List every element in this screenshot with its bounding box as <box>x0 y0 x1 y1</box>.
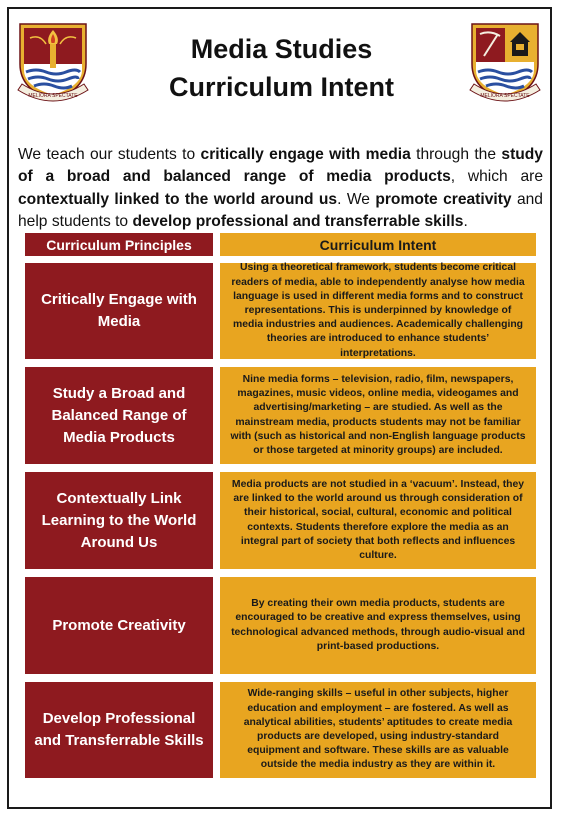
intro-emphasis: promote creativity <box>375 190 512 208</box>
intent-cell: Nine media forms – television, radio, film, newspapers, magazines, music videos, online media, videogames and advertising/marketing – are studied. As well as the mainstream media, products students may not be familiar with (such as historical and non-English language products or those targeted at minority groups) are included. <box>220 367 536 464</box>
intro-emphasis: contextually linked to the world around us <box>18 190 338 208</box>
intro-text: through the <box>410 145 502 163</box>
intro-emphasis: critically engage with media <box>200 145 411 163</box>
table-row <box>25 263 536 359</box>
table-row <box>25 682 536 778</box>
intent-cell: Wide-ranging skills – useful in other subjects, higher education and employment – are fostered. As well as analytical abilities, students’ aptitudes to create media products are developed, using industry-standard equipment and software. These skills are as valuable outside the media industry as they are within it. <box>220 682 536 778</box>
intro-text: . We <box>337 190 376 208</box>
header-curriculum-intent: Curriculum Intent <box>220 233 536 256</box>
svg-text:MELIORA SPECTATE: MELIORA SPECTATE <box>480 93 530 99</box>
intro-text: . <box>463 213 468 231</box>
table-row <box>25 367 536 464</box>
school-crest-torch-icon <box>16 20 90 104</box>
school-crest-pickaxe-icon <box>468 20 542 104</box>
title-line-1: Media Studies <box>190 34 373 64</box>
principle-cell: Contextually Link Learning to the World Around Us <box>25 472 213 569</box>
principle-cell: Promote Creativity <box>25 577 213 674</box>
principle-cell: Study a Broad and Balanced Range of Media Products <box>25 367 213 464</box>
intro-paragraph <box>18 144 543 234</box>
intro-text: and help students to <box>18 190 543 231</box>
page-title <box>100 30 463 106</box>
table-row <box>25 577 536 674</box>
table-row <box>25 472 536 569</box>
title-line-2: Curriculum Intent <box>168 72 394 102</box>
header-curriculum-principles: Curriculum Principles <box>25 233 213 256</box>
intent-cell: Using a theoretical framework, students become critical readers of media, able to independently analyse how media language is used in different media forms and to construct representations. This is underpinned by knowledge of media industries and audiences. Academically challenging theories are introduced to enhance students’ interpretations. <box>220 263 536 359</box>
intent-cell: Media products are not studied in a ‘vacuum’. Instead, they are linked to the world around us through consideration of their historical, social, cultural, economic and political contexts. Students therefore explore the media as an integral part of society that both reflects and influences culture. <box>220 472 536 569</box>
svg-text:MELIORA SPECTATE: MELIORA SPECTATE <box>28 93 78 99</box>
intro-emphasis: study of a broad and balanced range of media products <box>18 145 543 186</box>
principle-cell: Develop Professional and Transferrable Skills <box>25 682 213 778</box>
principle-cell: Critically Engage with Media <box>25 263 213 359</box>
intro-text: We teach our students to <box>18 145 201 163</box>
intro-emphasis: develop professional and transferrable skills <box>132 213 464 231</box>
intent-cell: By creating their own media products, students are encouraged to be creative and express themselves, using technological advanced methods, through audio-visual and print-based productions. <box>220 577 536 674</box>
intro-text: , which are <box>450 168 543 186</box>
